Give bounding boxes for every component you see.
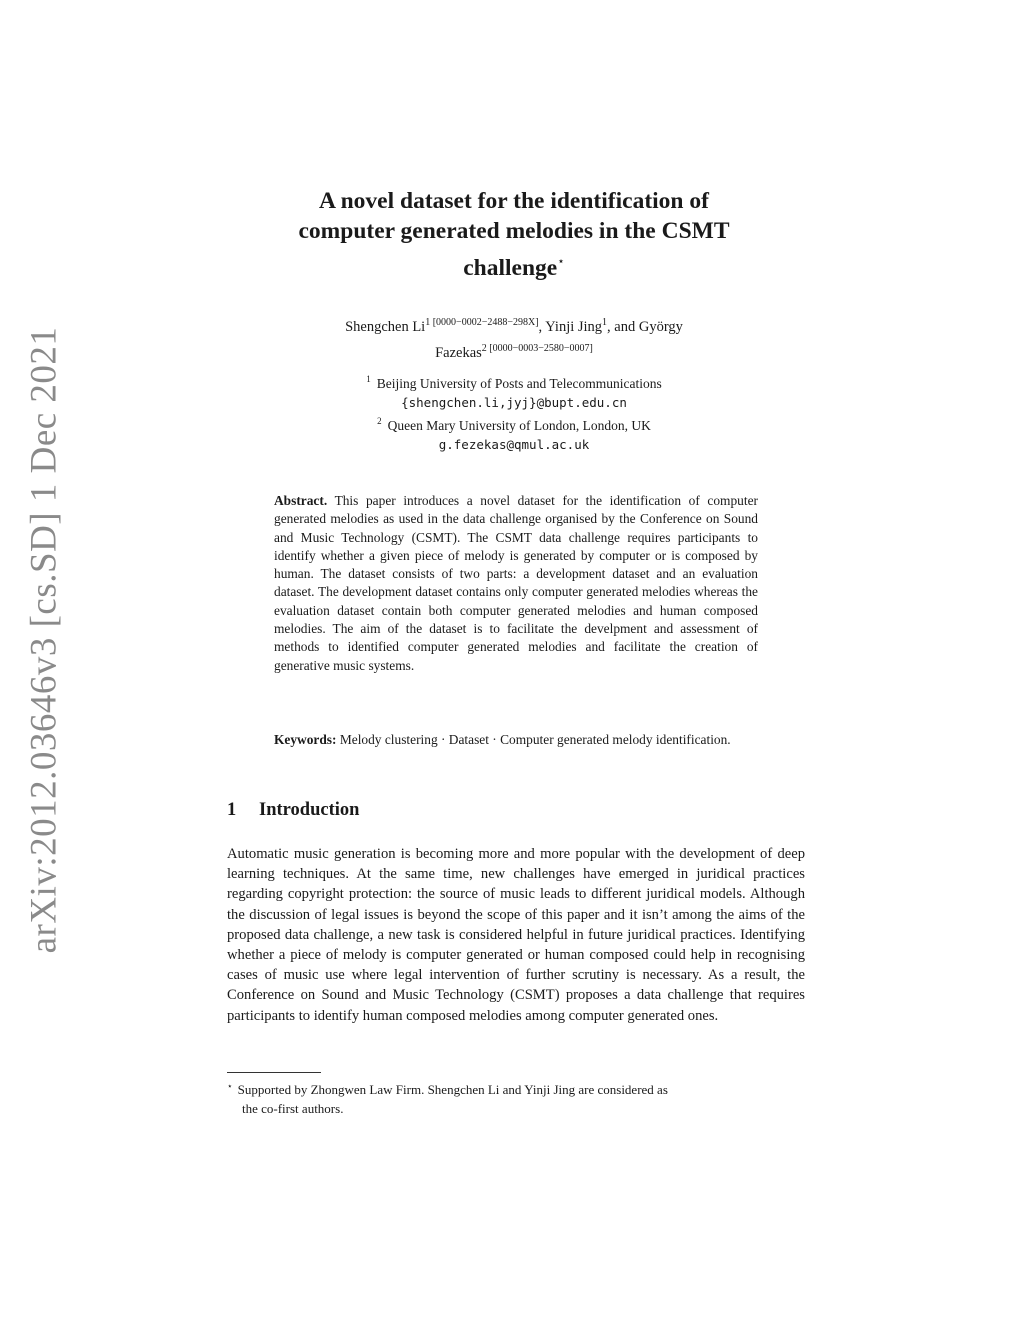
author-2-name: , Yinji Jing: [538, 319, 603, 335]
footnote-line-2: [227, 1100, 805, 1119]
footnote-line-1: [227, 1077, 805, 1100]
author-line-1: [260, 312, 768, 338]
footnote-mark: ⋆: [227, 1081, 233, 1091]
footnote-rule: [227, 1072, 321, 1073]
footnote-text-1: Supported by Zhongwen Law Firm. Shengchen Li and Yinji Jing are considered as: [237, 1082, 668, 1097]
footnote: [227, 1077, 805, 1118]
arxiv-identifier: arXiv:2012.03646v3 [cs.SD] 1 Dec 2021: [23, 326, 65, 954]
keywords-text: Melody clustering · Dataset · Computer generated melody identification.: [339, 732, 731, 747]
author-3-name: , and György: [607, 319, 683, 335]
abstract-label: Abstract.: [274, 493, 328, 508]
author-line-2: [260, 338, 768, 364]
author-2-mark: 1: [602, 317, 608, 328]
keywords-label: Keywords:: [274, 732, 337, 747]
affiliation-1: [260, 370, 768, 394]
affiliation-1-mark: 1: [366, 374, 371, 384]
abstract: [274, 492, 758, 675]
section-title: Introduction: [259, 800, 360, 820]
title-line-1: A novel dataset for the identification of: [319, 188, 709, 214]
affiliation-2-email: g.fezekas@qmul.ac.uk: [438, 436, 590, 452]
section-number: 1: [227, 800, 237, 820]
title-star-mark: ⋆: [557, 254, 565, 268]
author-1-name: Shengchen Li: [345, 319, 426, 335]
section-heading: [227, 800, 359, 821]
affiliation-1-name: Beijing University of Posts and Telecommunications: [376, 376, 662, 391]
title-line-3: [214, 246, 814, 283]
affiliation-2-mark: 2: [377, 416, 382, 426]
affiliations: [260, 370, 768, 454]
author-1-orcid: 1 [0000−0002−2488−298X]: [425, 317, 539, 328]
title-line-2: computer generated melodies in the CSMT: [298, 218, 730, 244]
footnote-text-2: the co-first authors.: [242, 1100, 344, 1116]
paper-title: [214, 186, 814, 283]
affiliation-2-name: Queen Mary University of London, London, UK: [387, 418, 651, 433]
abstract-text: This paper introduces a novel dataset for the identification of computer generated melodies as used in the data challenge organised by the Conference on Sound and Music Technology (CSMT). The CSMT data challenge requires participants to identify whether a given piece of melody is generated by computer or is composed by human. The dataset consists of two parts: a development dataset and an evaluation dataset. The development dataset contains only computer generated melodies whereas the evaluation dataset contain both computer generated melodies and human composed melodies. The aim of the dataset is to facilitate the develpment and assessment of methods to identified computer generated melodies and facilitate the creation of generative music systems.: [274, 493, 758, 673]
keywords: [274, 731, 758, 749]
affiliation-2: [260, 412, 768, 436]
affiliation-1-email: {shengchen.li,jyj}@bupt.edu.cn: [401, 394, 627, 410]
author-list: [260, 312, 768, 364]
intro-paragraph: Automatic music generation is becoming more and more popular with the development of deep learning techniques. At the same time, new challenges have emerged in juridical practices regarding copyright protection: the source of music leads to different juridical models. Although the discussion of legal issues is beyond the scope of this paper and it isn’t among the aims of the proposed data challenge, a new task is considered helpful in future juridical practices. Identifying whether a piece of melody is computer generated or human composed could help in recognising cases of music use where legal intervention of further scrutiny is necessary. As a result, the Conference on Sound and Music Technology (CSMT) proposes a data challenge that requires participants to identify human composed melodies among computer generated ones.: [227, 846, 805, 1024]
title-line-3-text: challenge: [463, 255, 558, 281]
author-3-surname: Fazekas: [435, 345, 482, 361]
author-3-orcid: 2 [0000−0003−2580−0007]: [481, 343, 593, 354]
